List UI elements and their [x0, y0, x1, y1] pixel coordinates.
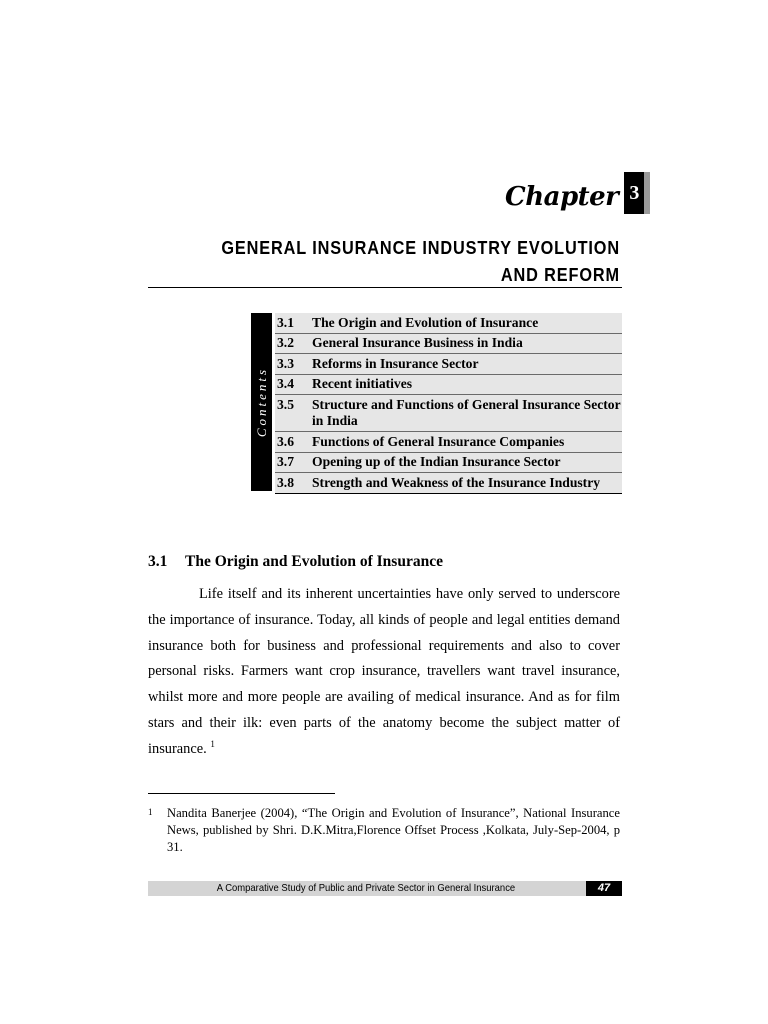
- contents-item-number: 3.8: [277, 474, 294, 490]
- contents-item[interactable]: [275, 473, 622, 494]
- footer-text: A Comparative Study of Public and Private Sector in General Insurance: [216, 882, 516, 894]
- chapter-title: [205, 234, 620, 288]
- contents-box: [251, 313, 622, 491]
- contents-item-label: Reforms in Insurance Sector: [312, 355, 479, 371]
- contents-item-number: 3.5: [277, 396, 294, 412]
- contents-tab-label: Contents: [253, 366, 269, 438]
- body-paragraph-text: Life itself and its inherent uncertainties have only served to underscore the importance of insurance. Today, all kinds of people and legal entities demand insurance both for business and professional requirements and also to cover personal risks. Farmers want crop insurance, travellers want travel insurance, whilst more and more people are availing of medical insurance. And as for film stars and their ilk: even parts of the anatomy become the subject matter of insurance.: [148, 586, 620, 757]
- contents-item-label: General Insurance Business in India: [312, 335, 523, 350]
- footnote-rule: [148, 793, 335, 794]
- contents-item-label: Strength and Weakness of the Insurance Industry: [312, 474, 601, 490]
- contents-item[interactable]: [275, 334, 622, 355]
- contents-item-label: Functions of General Insurance Companies: [312, 433, 565, 449]
- contents-item-number: 3.1: [277, 314, 294, 330]
- contents-list: [275, 313, 622, 491]
- chapter-title-line-2: AND REFORM: [500, 264, 620, 285]
- footnote-reference[interactable]: 1: [210, 738, 215, 749]
- contents-item[interactable]: [275, 395, 622, 432]
- contents-item[interactable]: [275, 313, 622, 334]
- contents-item[interactable]: [275, 354, 622, 375]
- footnote-text: Nandita Banerjee (2004), “The Origin and Evolution of Insurance”, National Insurance News, published by Shri. D.K.Mitra,Florence Offset Process ,Kolkata, July-Sep-2004, p 31.: [167, 806, 620, 854]
- contents-item-number: 3.2: [277, 335, 294, 350]
- chapter-word: Chapter: [505, 182, 619, 212]
- contents-item-number: 3.3: [277, 355, 294, 371]
- body-text: [148, 582, 620, 763]
- page-number: 47: [586, 881, 622, 896]
- footnote-marker: 1: [148, 807, 153, 817]
- contents-item-label: Structure and Functions of General Insurance Sector in India: [312, 396, 621, 428]
- contents-item-number: 3.6: [277, 433, 294, 449]
- contents-item-number: 3.7: [277, 454, 294, 469]
- chapter-number: 3: [624, 172, 644, 214]
- contents-item[interactable]: [275, 432, 622, 453]
- chapter-title-line-1: GENERAL INSURANCE INDUSTRY EVOLUTION: [221, 237, 620, 258]
- footnote: [148, 805, 620, 856]
- contents-item-label: The Origin and Evolution of Insurance: [312, 314, 539, 330]
- contents-item[interactable]: [275, 375, 622, 396]
- section-number: 3.1: [148, 553, 168, 570]
- contents-item-label: Opening up of the Indian Insurance Sector: [312, 454, 561, 469]
- title-rule: [148, 287, 622, 288]
- contents-item-label: Recent initiatives: [312, 376, 413, 391]
- page-footer: [148, 881, 622, 896]
- section-heading: [148, 553, 443, 571]
- contents-tab: [251, 313, 272, 491]
- chapter-number-shadow: [644, 172, 650, 214]
- section-title: The Origin and Evolution of Insurance: [185, 553, 443, 570]
- contents-item-number: 3.4: [277, 376, 294, 391]
- body-paragraph: [148, 582, 620, 763]
- contents-item[interactable]: [275, 453, 622, 474]
- chapter-mark: [505, 172, 650, 214]
